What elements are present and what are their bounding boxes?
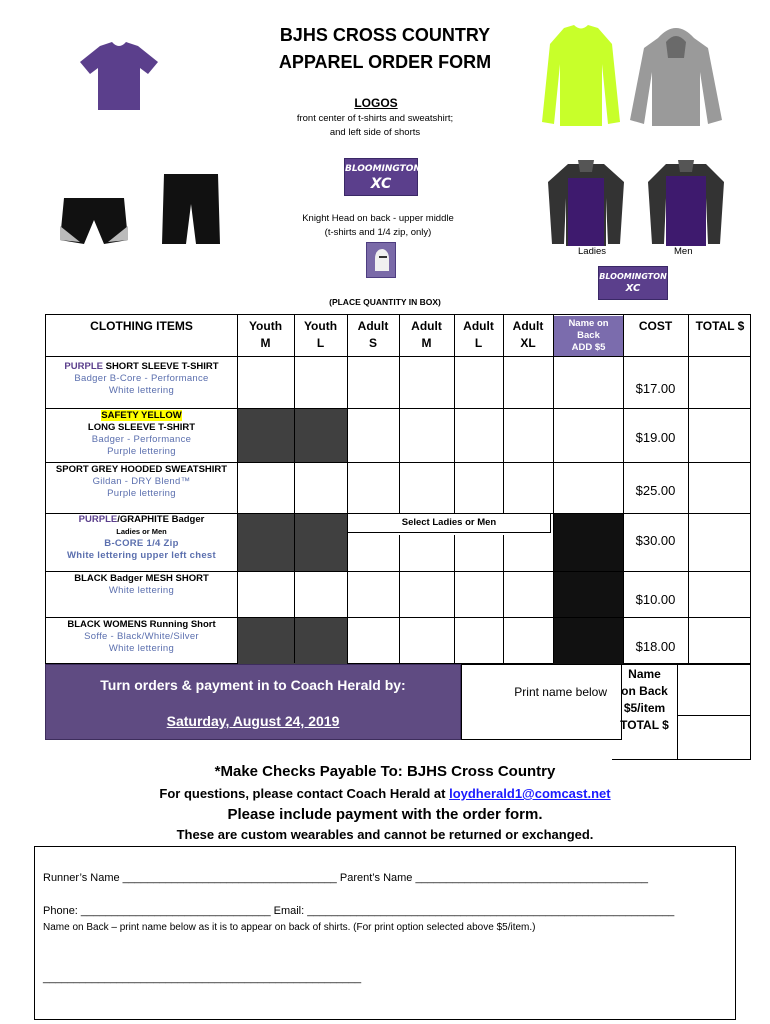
header-adult-xl: Adult XL: [512, 319, 544, 350]
deadline-banner: Turn orders & payment in to Coach Herald by: Saturday, August 24, 2019: [45, 664, 461, 740]
purple-tshirt-image: [78, 40, 160, 112]
logos-heading: LOGOS: [354, 96, 398, 110]
black-mesh-short-image: [160, 172, 222, 246]
na-cell: [238, 513, 294, 571]
price-womens-running-short: $18.00: [635, 639, 676, 654]
item-black-mesh-short: BLACK Badger MESH SHORT White lettering: [74, 573, 209, 596]
header-total: TOTAL $: [695, 319, 745, 333]
item-grey-hoodie: SPORT GREY HOODED SWEATSHIRT Gildan - DRY Blend™ Purple lettering: [55, 464, 228, 499]
bloomington-xc-logo-small: BLOOMINGTON XC: [598, 266, 668, 300]
grey-hoodie-image: [628, 24, 724, 130]
na-cell: [294, 409, 347, 462]
print-name-box[interactable]: Print name below: [461, 664, 622, 740]
price-quarter-zip: $30.00: [635, 533, 676, 548]
na-cell: [294, 513, 347, 571]
header-clothing-items: CLOTHING ITEMS: [90, 319, 193, 333]
order-table: [45, 314, 751, 664]
item-quarter-zip: PURPLE/GRAPHITE Badger Ladies or Men B-CORE 1/4 Zip White lettering upper left chest: [67, 514, 216, 561]
item-yellow-longsleeve: SAFETY YELLOW LONG SLEEVE T-SHIRT Badger - Performance Purple lettering: [87, 410, 196, 457]
payment-note: Please include payment with the order form.: [227, 806, 543, 823]
runner-parent-name-fields[interactable]: Runner’s Name ___________________________________ Parent’s Name ______________________________________: [43, 872, 648, 884]
header-name-on-back: Name on Back ADD $5: [554, 316, 623, 356]
item-purple-tshirt: PURPLE SHORT SLEEVE T-SHIRT Badger B-Core - Performance White lettering: [64, 361, 219, 396]
questions-note: For questions, please contact Coach Herald at loydherald1@comcast.net: [159, 786, 611, 801]
place-quantity-note: (PLACE QUANTITY IN BOX): [329, 297, 441, 307]
price-yellow-longsleeve: $19.00: [635, 430, 676, 445]
checks-payable-note: *Make Checks Payable To: BJHS Cross Country: [214, 763, 556, 780]
womens-running-short-image: [58, 190, 130, 250]
name-on-back-label: Name on Back $5/item TOTAL $: [612, 664, 678, 760]
bloomington-xc-logo: BLOOMINGTON XC: [344, 158, 418, 196]
name-on-back-total-input[interactable]: [677, 664, 751, 716]
header-cost: COST: [638, 319, 673, 333]
price-grey-hoodie: $25.00: [635, 483, 676, 498]
form-title: BJHS CROSS COUNTRY APPAREL ORDER FORM: [278, 25, 492, 72]
logos-description: front center of t-shirts and sweatshirt; and left side of shorts: [296, 113, 454, 138]
price-black-mesh-short: $10.00: [635, 592, 676, 607]
contact-form-box: [34, 846, 736, 1020]
custom-wearables-note: These are custom wearables and cannot be returned or exchanged.: [176, 827, 594, 842]
price-purple-tshirt: $17.00: [635, 381, 676, 396]
knight-head-description: Knight Head on back - upper middle (t-shirts and 1/4 zip, only): [302, 213, 454, 238]
ladies-quarter-zip-image: [546, 158, 626, 248]
select-ladies-or-men[interactable]: Select Ladies or Men: [347, 513, 551, 533]
header-adult-s: Adult S: [357, 319, 389, 350]
header-youth-m: Youth M: [248, 319, 283, 350]
na-cell: [238, 617, 294, 665]
header-adult-m: Adult M: [411, 319, 442, 350]
yellow-longsleeve-image: [540, 24, 622, 128]
knight-head-logo: [366, 242, 396, 278]
email-link[interactable]: loydherald1@comcast.net: [449, 786, 611, 801]
name-on-back-instructions: Name on Back – print name below as it is to appear on back of shirts. (For print option selected above $5/item.): [43, 922, 536, 933]
na-cell-name: [553, 513, 623, 665]
grand-total-input[interactable]: [677, 715, 751, 760]
header-youth-l: Youth L: [303, 319, 338, 350]
mens-quarter-zip-image: [646, 158, 726, 248]
phone-email-fields[interactable]: Phone: _______________________________ Email: ____________________________________________________________: [43, 905, 675, 917]
item-womens-running-short: BLACK WOMENS Running Short Soffe - Black/White/Silver White lettering: [67, 619, 216, 654]
ladies-label: Ladies: [578, 246, 606, 257]
men-label: Men: [674, 246, 693, 257]
header-adult-l: Adult L: [463, 319, 494, 350]
name-on-back-field[interactable]: ____________________________________________________: [43, 972, 362, 984]
na-cell: [294, 617, 347, 665]
na-cell: [238, 409, 294, 462]
